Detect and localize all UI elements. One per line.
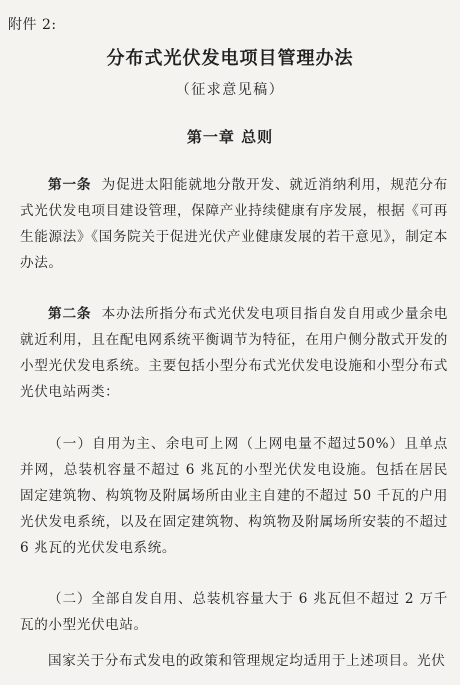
article-1-lead: 第一条 <box>48 177 92 193</box>
article-2-lead: 第二条 <box>48 306 92 322</box>
article-2-item-1: （一）自用为主、余电可上网（上网电量不超过50%）且单点并网，总装机容量不超过 6 兆瓦的小型光伏发电设施。包括在居民固定建筑物、构筑物及附属场所由业主自建的不超过 50 千瓦的户用光伏发电系统，以及在固定建筑物、构筑物及附属场所安装的不超过 6 兆瓦的光伏发电系统。 <box>20 436 448 556</box>
chapter-heading: 第一章 总则 <box>186 128 274 146</box>
attachment-label: 附件 2: <box>8 17 57 33</box>
article-2 <box>20 301 448 405</box>
article-2-text: 本办法所指分布式光伏发电项目指自发自用或少量余电就近利用，且在配电网系统平衡调节为特征，在用户侧分散式开发的小型光伏发电系统。主要包括小型分布式光伏发电设施和小型分布式光伏电站两类： <box>20 306 448 400</box>
article-1-text: 为促进太阳能就地分散开发、就近消纳利用，规范分布式光伏发电项目建设管理，保障产业持续健康有序发展，根据《可再生能源法》《国务院关于促进光伏产业健康发展的若干意见》，制定本办法。 <box>20 177 448 271</box>
article-2-item-2: （二）全部自发自用、总装机容量大于 6 兆瓦但不超过 2 万千瓦的小型光伏电站。 <box>20 591 448 633</box>
article-1 <box>20 172 448 276</box>
closing-paragraph: 国家关于分布式发电的政策和管理规定均适用于上述项目。光伏 <box>48 653 446 669</box>
document-subtitle: （征求意见稿） <box>175 82 285 98</box>
document-title: 分布式光伏发电项目管理办法 <box>106 48 354 69</box>
